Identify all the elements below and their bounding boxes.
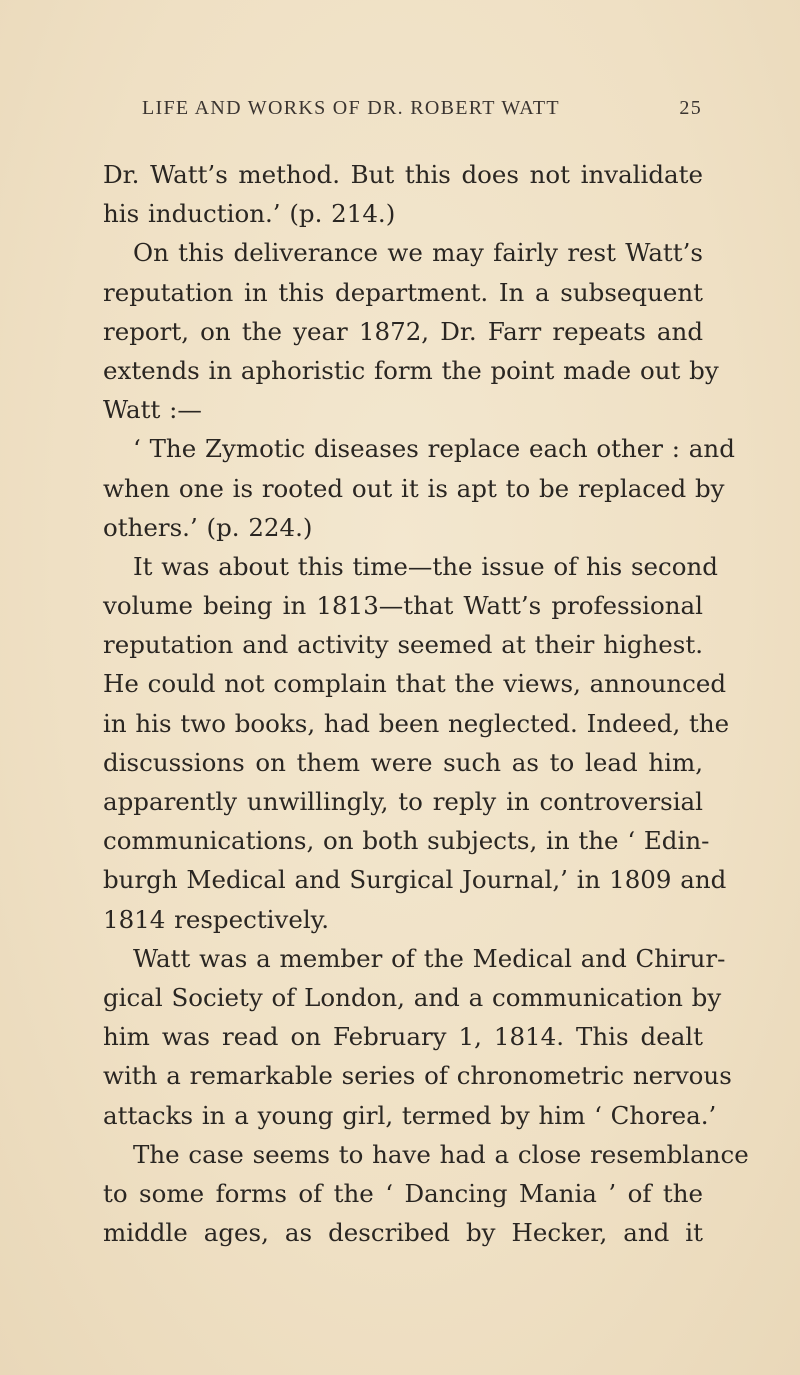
text-line: Dr. Watt’s method. But this does not invalidate (103, 160, 703, 189)
text-line: On this deliverance we may fairly rest Watt’s (133, 238, 703, 268)
text-line: reputation and activity seemed at their highest. (103, 630, 703, 660)
text-line: communications, on both subjects, in the ‘ Edin- (103, 826, 710, 856)
text-line: discussions on them were such as to lead him, (103, 747, 703, 777)
text-line: middle ages, as described by Hecker, and it (103, 1218, 703, 1248)
text-line: him was read on February 1, 1814. This dealt (103, 1022, 703, 1052)
text-line: with a remarkable series of chronometric nervous (103, 1061, 732, 1091)
text-line: attacks in a young girl, termed by him ‘ Chorea.’ (103, 1100, 717, 1130)
text-line: in his two books, had been neglected. Indeed, the (103, 708, 730, 738)
body-text (103, 155, 749, 1252)
text-line: Watt was a member of the Medical and Chirur- (133, 943, 726, 973)
text-line: to some forms of the ‘ Dancing Mania ’ of the (103, 1178, 703, 1208)
text-line: ‘ The Zymotic diseases replace each other : and (133, 434, 735, 464)
text-line: volume being in 1813—that Watt’s professional (103, 591, 703, 621)
text-line: report, on the year 1872, Dr. Farr repeats and (103, 316, 703, 346)
text-line: others.’ (p. 224.) (103, 512, 313, 542)
text-line: The case seems to have had a close resemblance (133, 1139, 749, 1169)
text-line: gical Society of London, and a communication by (103, 982, 722, 1012)
text-line: when one is rooted out it is apt to be replaced by (103, 473, 725, 503)
running-head (142, 97, 702, 127)
text-line: burgh Medical and Surgical Journal,’ in 1809 and (103, 865, 727, 895)
text-line: He could not complain that the views, announced (103, 669, 727, 699)
text-line: It was about this time—the issue of his second (133, 551, 718, 581)
text-line: his induction.’ (p. 214.) (103, 199, 396, 229)
text-line: Watt :— (103, 395, 202, 425)
running-title: LIFE AND WORKS OF DR. ROBERT WATT (142, 97, 560, 119)
text-line: extends in aphoristic form the point made out by (103, 355, 719, 385)
text-line: 1814 respectively. (103, 904, 330, 934)
page-number: 25 (679, 97, 702, 119)
text-line: reputation in this department. In a subsequent (103, 277, 703, 307)
text-line: apparently unwillingly, to reply in controversial (103, 787, 703, 816)
